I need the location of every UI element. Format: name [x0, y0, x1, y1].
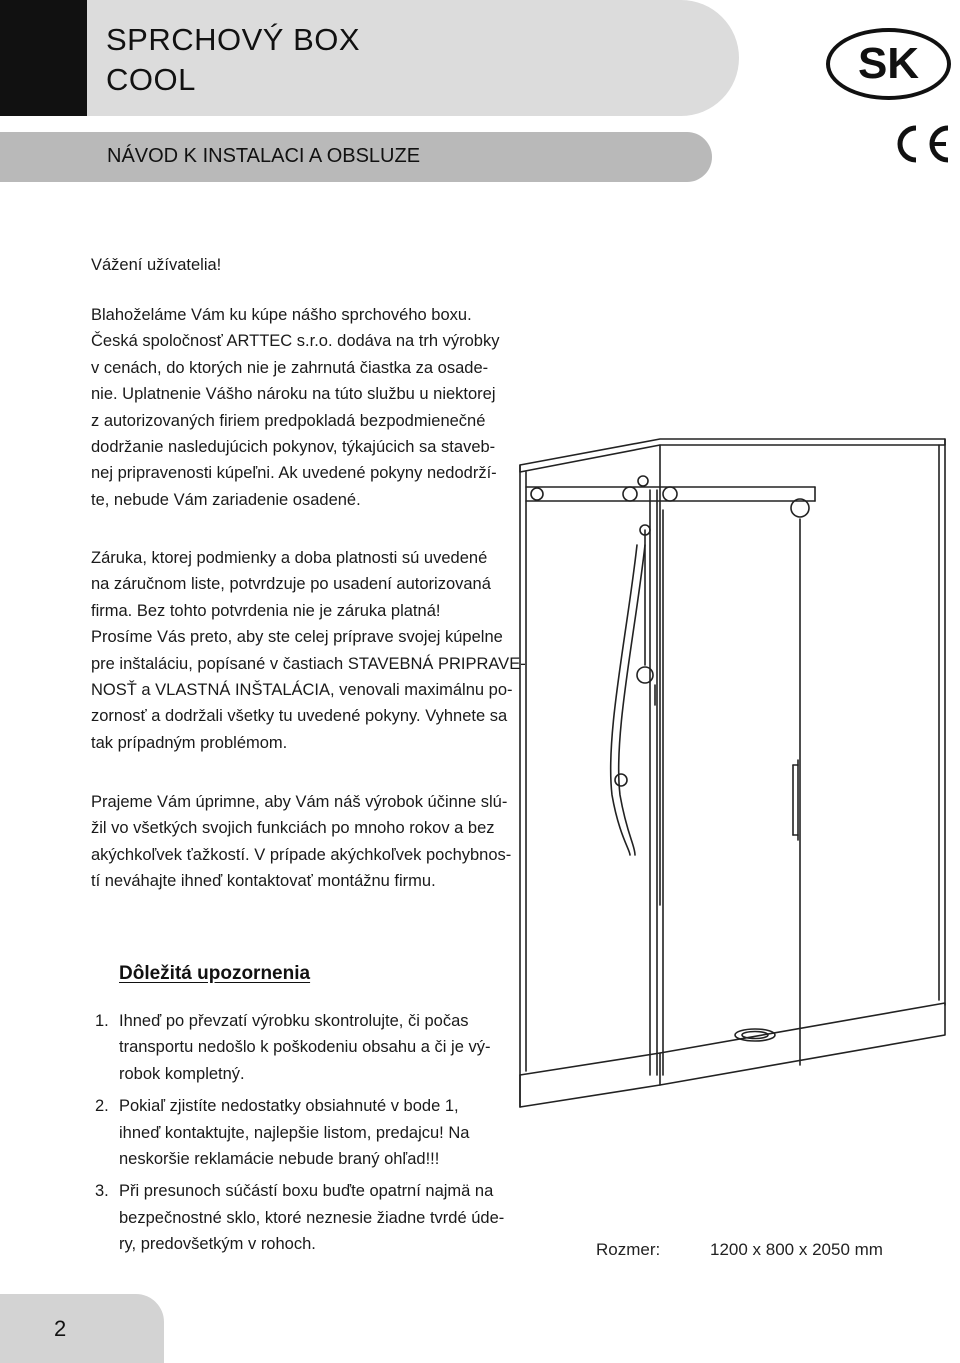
text-line: neskoršie reklamácie nebude braný ohľad!!! — [119, 1150, 440, 1169]
greeting: Vážení užívatelia! — [91, 256, 222, 274]
list-item — [91, 1178, 505, 1257]
text-line: ihneď kontaktujte, najlepšie listom, predajcu! Na — [119, 1123, 470, 1142]
header-black-block — [0, 0, 87, 116]
ce-mark-icon — [890, 122, 954, 166]
text-line: na záručnom liste, potvrdzuje po usadení autorizovaná — [91, 575, 491, 594]
text-line: Prosíme Vás preto, aby ste celej príprave svojej kúpelne — [91, 628, 503, 647]
subtitle: NÁVOD K INSTALACI A OBSLUZE — [107, 145, 421, 167]
text-line: tak prípadným problémom. — [91, 733, 288, 752]
text-line: Česká spoločnosť ARTTEC s.r.o. dodáva na trh výrobky — [91, 332, 500, 351]
title-band — [87, 0, 739, 116]
text-line: nie. Uplatnenie Vášho nároku na túto službu u niektorej — [91, 385, 496, 404]
page-number: 2 — [54, 1316, 67, 1341]
notes-heading: Dôležitá upozornenia — [119, 963, 311, 984]
shower-box-illustration-icon — [495, 435, 960, 1125]
list-item-number: 1. — [95, 1012, 109, 1030]
text-line: tí neváhajte ihneď kontaktovať montážnu firmu. — [91, 872, 436, 891]
text-line: žil vo všetkých svojich funkciách po mnoho rokov a bez — [91, 819, 495, 838]
text-line: Při presunoch súčástí boxu buďte opatrní najmä na — [119, 1182, 494, 1201]
text-line: nej pripravenosti kúpeľni. Ak uvedené pokyny nedodrží- — [91, 464, 497, 483]
paragraph-warranty — [91, 545, 526, 756]
text-line: akýchkoľvek ťažkostí. V prípade akýchkoľvek pochybnos- — [91, 845, 512, 864]
text-line: robok kompletný. — [119, 1064, 245, 1083]
title-line-2: COOL — [106, 62, 196, 97]
dimensions-label: Rozmer: — [596, 1240, 661, 1259]
text-line: bezpečnostné sklo, ktoré neznesie žiadne tvrdé úde- — [119, 1208, 505, 1227]
text-line: Ihneď po převzatí výrobku skontrolujte, či počas — [119, 1012, 469, 1030]
text-line: firma. Bez tohto potvrdenia nie je záruka platná! — [91, 601, 441, 620]
text-line: Blahoželáme Vám ku kúpe nášho sprchového boxu. — [91, 306, 472, 324]
title-line-1: SPRCHOVÝ BOX — [106, 22, 361, 57]
text-line: dodržanie nasledujúcich pokynov, týkajúcich sa staveb- — [91, 438, 496, 457]
text-line: Pokiaľ zjistíte nedostatky obsiahnuté v bode 1, — [119, 1097, 459, 1116]
text-line: z autorizovaných firiem predpokladá bezpodmienečné — [91, 411, 486, 430]
list-item-number: 3. — [95, 1182, 109, 1201]
text-line: pre inštaláciu, popísané v častiach STAVEBNÁ PRIPRAVE- — [91, 654, 526, 673]
ce-mark-label: CE — [890, 122, 892, 123]
text-line: te, nebude Vám zariadenie osadené. — [91, 490, 361, 509]
text-line: ry, predovšetkým v rohoch. — [119, 1235, 316, 1254]
page-number-tab — [0, 1294, 164, 1363]
list-item — [91, 1008, 491, 1087]
text-line: Prajeme Vám úprimne, aby Vám náš výrobok účinne slú- — [91, 793, 508, 811]
paragraph-wishes — [91, 789, 512, 895]
text-line: NOSŤ a VLASTNÁ INŠTALÁCIA, venovali maximálnu po- — [91, 681, 513, 700]
text-line: zornosť a dodržali všetky tu uvedené pokyny. Vyhnete sa — [91, 707, 508, 726]
list-item-number: 2. — [95, 1097, 109, 1116]
list-item — [91, 1093, 476, 1172]
language-badge: SK — [826, 28, 951, 100]
text-line: Záruka, ktorej podmienky a doba platnosti sú uvedené — [91, 549, 488, 567]
paragraph-intro — [91, 302, 500, 513]
notes-list — [91, 1008, 505, 1264]
dimensions-value: 1200 x 800 x 2050 mm — [710, 1240, 883, 1259]
text-line: v cenách, do ktorých nie je zahrnutá čiastka za osade- — [91, 358, 489, 377]
text-line: transportu nedošlo k poškodeniu obsahu a či je vý- — [119, 1038, 491, 1057]
